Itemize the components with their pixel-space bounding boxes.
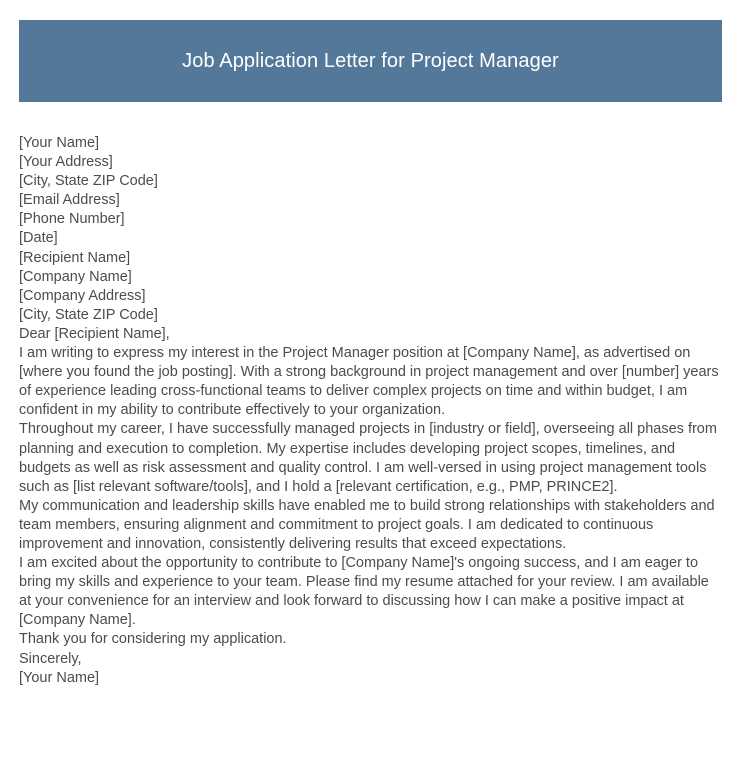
page-title: Job Application Letter for Project Manager (182, 50, 559, 72)
sender-address-block (19, 134, 719, 249)
recipient-city-state-zip: [City, State ZIP Code] (19, 306, 158, 323)
sender-email: [Email Address] (19, 192, 120, 209)
sender-address: [Your Address] (19, 154, 113, 171)
salutation: Dear [Recipient Name], (19, 325, 170, 342)
sender-name: [Your Name] (19, 135, 100, 151)
letter-content (19, 134, 719, 688)
sender-city-state-zip: [City, State ZIP Code] (19, 173, 158, 190)
signature-name: [Your Name] (19, 669, 100, 686)
body-paragraph-1: I am writing to express my interest in the Project Manager position at [Company Name], as advertised on [where you found the job posting]. With a strong background in project management and over [number] years of experience leading cross-functional teams to deliver complex projects on time and within budget, I am confident in my ability to contribute effectively to your organization. (19, 345, 719, 419)
body-paragraph-3: My communication and leadership skills have enabled me to build strong relationships with stakeholders and team members, ensuring alignment and commitment to project goals. I am dedicated to continuous improvement and innovation, consistently delivering results that exceed expectations. (19, 497, 715, 552)
closing-thanks: Thank you for considering my application. (19, 631, 287, 648)
recipient-company-name: [Company Name] (19, 268, 132, 285)
recipient-address-block (19, 249, 719, 325)
sender-phone: [Phone Number] (19, 211, 125, 228)
recipient-name: [Recipient Name] (19, 249, 131, 266)
letter-date: [Date] (19, 230, 58, 247)
document-header-banner (19, 20, 722, 102)
body-paragraph-4: I am excited about the opportunity to contribute to [Company Name]'s ongoing success, and I am eager to bring my skills and experience to your team. Please find my resume attached for your review. I am available at your convenience for an interview and look forward to discussing how I can make a positive impact at [Company Name]. (19, 555, 709, 629)
closing-valediction: Sincerely, (19, 650, 82, 667)
body-paragraph-2: Throughout my career, I have successfully managed projects in [industry or field], overseeing all phases from planning and execution to completion. My expertise includes developing project scopes, timelines, and budgets as well as risk assessment and quality control. I am well-versed in using project management tools such as [list relevant software/tools], and I hold a [relevant certification, e.g., PMP, PRINCE2]. (19, 421, 717, 495)
recipient-company-address: [Company Address] (19, 287, 146, 304)
